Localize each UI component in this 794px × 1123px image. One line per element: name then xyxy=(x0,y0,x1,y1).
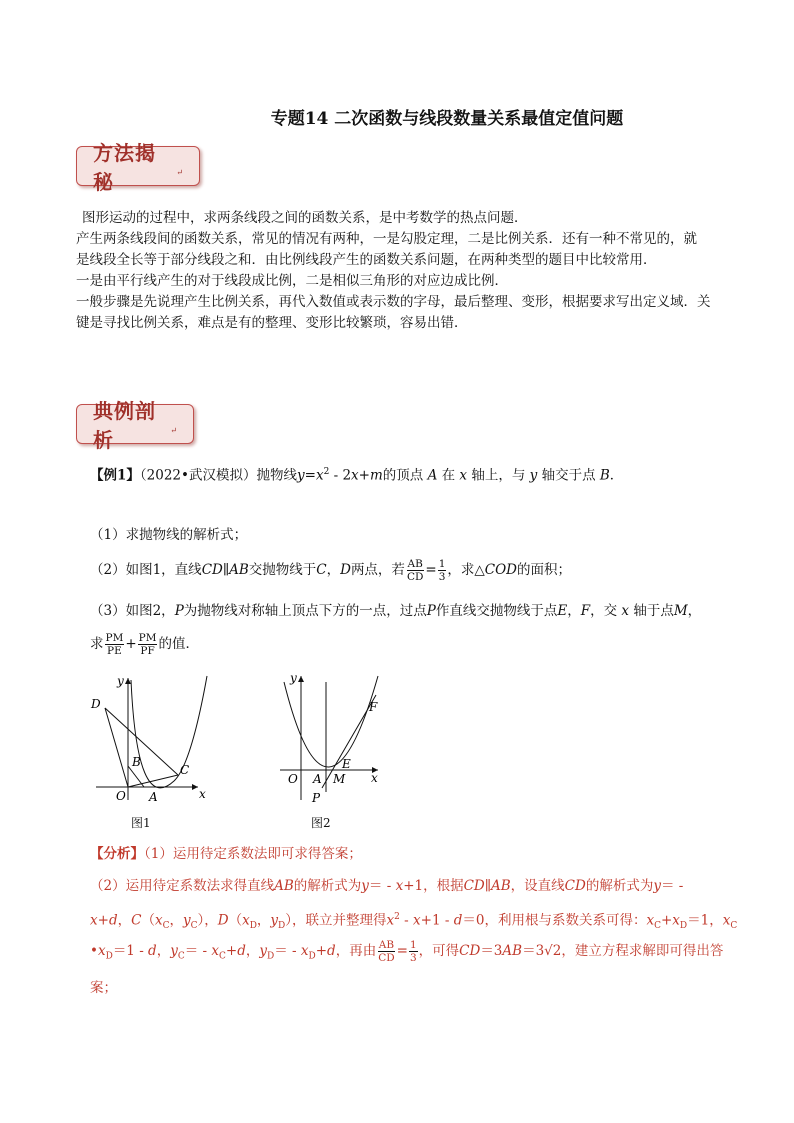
line-ab xyxy=(128,766,144,787)
label-a: A xyxy=(149,790,158,804)
label-c: C xyxy=(180,763,190,777)
question-3-line1: （3）如图2，P为抛物线对称轴上顶点下方的一点，过点P作直线交抛物线于点E，F，交 x 轴于点M， xyxy=(90,603,702,619)
label-p: P xyxy=(312,791,321,805)
intro-paragraph xyxy=(76,208,716,334)
label-m: M xyxy=(333,772,346,786)
intro-line: 一是由平行线产生的对于线段成比例，二是相似三角形的对应边成比例． xyxy=(76,273,508,289)
analysis-line5: 案； xyxy=(90,980,117,996)
label-y: y xyxy=(290,671,297,685)
figure-1 xyxy=(86,670,220,812)
question-2: （2）如图1，直线CD∥AB交抛物线于C，D两点，若 $\frac{AB}{CD}$ = $\frac{1}{3}$ ，求△COD的面积； xyxy=(90,558,572,583)
label-o: O xyxy=(288,772,298,786)
intro-line: 产生两条线段间的函数关系，常见的情况有两种，一是勾股定理，二是比例关系．还有一种不常见的，就 xyxy=(76,231,697,247)
example-source: （2022•武汉模拟） xyxy=(139,467,257,484)
parabola xyxy=(284,676,378,767)
analysis-line3: x+d，$C(x_C$，$y_C$），$D(x_D$，$y_D$），联立并整理得$x^2 - x+1 - d=0$，利用根与系数关系可得：$x_C+x_D=1$，$x_C$ xyxy=(90,912,738,932)
analysis-tag: 【分析】 xyxy=(90,846,144,862)
line-pf xyxy=(322,695,376,788)
example-statement: 【例1】（2022•武汉模拟）抛物线$y=x^2 - 2x+m$的顶点 A 在 x 轴上，与 y 轴交于点 B． xyxy=(90,467,624,484)
figure-2 xyxy=(276,670,396,812)
section-examples: 典例剖析 ↵ xyxy=(76,404,194,444)
intro-line: 图形运动的过程中，求两条线段之间的函数关系，是中考数学的热点问题． xyxy=(82,210,528,226)
question-3-line2: 求 $\frac{PM}{PE}$ + $\frac{PM}{PF}$ 的值． xyxy=(90,632,199,657)
label-f: F xyxy=(369,700,378,714)
figure-1-caption: 图1 xyxy=(131,816,151,830)
intro-line: 键是寻找比例关系，难点是有的整理、变形比较繁琐，容易出错． xyxy=(76,315,468,331)
label-y: y xyxy=(117,674,124,688)
label-x: x xyxy=(199,787,206,801)
figure-2-caption: 图2 xyxy=(311,816,331,830)
label-o: O xyxy=(116,789,126,803)
page-title: 专题14 二次函数与线段数量关系最值定值问题 xyxy=(270,109,624,129)
section-examples-title: 典例剖析 xyxy=(93,399,156,452)
intro-line: 一般步骤是先说理产生比例关系，再代入数值或表示数的字母，最后整理、变形，根据要求写出定义域．关 xyxy=(76,294,711,310)
example-tag: 【例1】 xyxy=(90,467,140,484)
analysis-line2: （2）运用待定系数法求得直线AB的解析式为y＝ - x+1，根据CD∥AB，设直线CD的解析式为y＝ - xyxy=(90,878,684,894)
label-x: x xyxy=(371,771,378,785)
label-b: B xyxy=(132,755,141,769)
parabola xyxy=(131,676,207,788)
analysis-line1: 【分析】（1）运用待定系数法即可求得答案； xyxy=(90,846,362,862)
label-e: E xyxy=(342,757,351,771)
question-1: （1）求抛物线的解析式； xyxy=(90,527,248,543)
section-method-title: 方法揭秘 xyxy=(93,141,156,194)
label-d: D xyxy=(91,697,101,711)
analysis-line4: $•x_D=1 - d$，$y_C= - x_C+d$，$y_D= - x_D+d$，再由 $\frac{AB}{CD}$ = $\frac{1}{3}$ ，可得CD＝3AB＝3√2，建立方程求解即可得出答 xyxy=(90,939,724,964)
intro-line: 是线段全长等于部分线段之和．由比例线段产生的函数关系问题，在两种类型的题目中比较常用． xyxy=(76,252,657,268)
label-a: A xyxy=(313,772,322,786)
section-method: 方法揭秘 ↵ xyxy=(76,146,200,186)
line-od xyxy=(105,708,128,787)
